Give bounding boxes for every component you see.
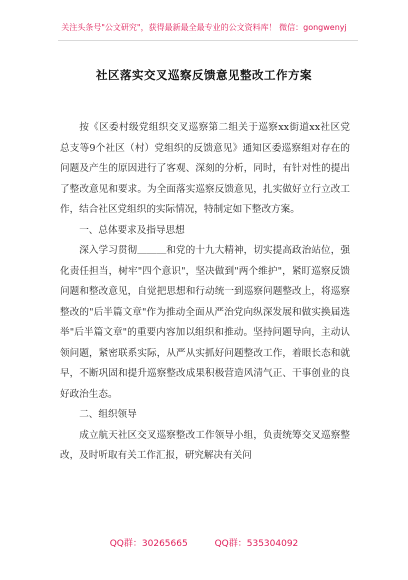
paragraph-intro: 按《区委村级党组织交叉巡察第二组关于巡察xx街道xx社区党总支等9个社区（村）党组织的反馈意见》通知区委巡察组对存在的问题及产生的原因进行了客观、深刻的分析，同时，有针对性的提出了整改意见和要求。为全面落实巡察反馈意见，扎实做好立行立改工作，结合社区党组织的实际情况，特制定如下整改方案。 xyxy=(60,122,350,215)
paragraph-leadership: 成立航天社区交叉巡察整改工作领导小组，负责统筹交叉巡察整改，及时听取有关工作汇报，研究解决有关问 xyxy=(60,429,350,461)
footer-qq-group-2: QQ群：535304092 xyxy=(214,539,299,549)
footer-qq-group-1: QQ群：30265665 xyxy=(109,539,188,549)
header-divider xyxy=(58,40,358,41)
section-heading-1: 一、总体要求及指导思想 xyxy=(79,224,185,236)
document-title: 社区落实交叉巡察反馈意见整改工作方案 xyxy=(96,68,312,82)
paragraph-guiding-thought: 深入学习贯彻＿＿＿和党的十九大精神，切实提高政治站位，强化责任担当，树牢"四个意识"，坚决做到"两个维护"，紧盯巡察反馈问题和整改意见，自觉把思想和行动统一到巡察问题整改上，将巡察整改的"后半篇文章"作为推动全面从严治党向纵深发展和做实换届选举"后半篇文章"的重要内容加以组织和推动。坚持问题导向，主动认领问题，紧密联系实际，从严从实抓好问题整改工作，着眼长态和就早，不断巩固和提升巡察整改成果积极营造风清气正、干事创业的良好政治生态。 xyxy=(60,245,350,400)
document-body xyxy=(60,118,350,467)
footer xyxy=(0,536,408,549)
section-heading-2: 二、组织领导 xyxy=(79,409,137,420)
header-banner: 关注头条号"公文研究"，获得最新最全最专业的公文资料库！ 微信：gongwenyj xyxy=(61,23,347,32)
